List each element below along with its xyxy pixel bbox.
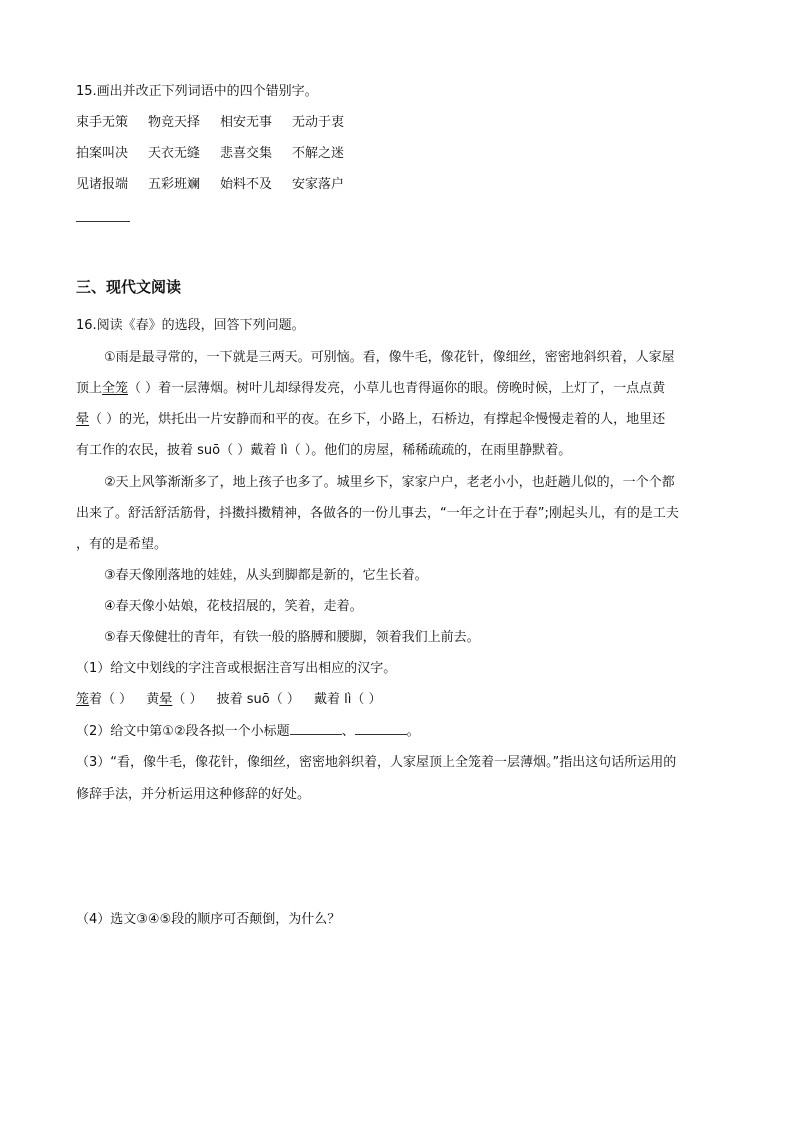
text: （ ）着一层薄烟。树叶儿却绿得发亮，小草儿也青得逼你的眼。傍晚时候，上灯了，一点点黄 — [128, 381, 666, 396]
underlined-word: 晕 — [76, 412, 90, 427]
paragraph-3: ③春天像刚落地的娃娃，从头到脚都是新的，它生长着。 — [104, 568, 428, 583]
underlined-word: 全笼 — [102, 381, 129, 396]
answer-blank[interactable] — [290, 721, 342, 735]
paragraph-1-line-3 — [76, 410, 665, 430]
paragraph-5: ⑤春天像健壮的青年，有铁一般的胳膊和腰脚，领着我们上前去。 — [104, 630, 480, 645]
word: 天衣无缝 — [148, 146, 201, 161]
text: （ ）的光，烘托出一片安静而和平的夜。在乡下，小路上，石桥边，有撑起伞慢慢走着的人，地里还 — [89, 412, 666, 427]
text: （2）给文中第①②段各拟一个小标题 — [76, 724, 290, 739]
answer-slot[interactable]: 戴着 lì（ ） — [313, 692, 382, 707]
word: 拍案叫决 — [76, 146, 129, 161]
text: 黄 — [146, 692, 160, 707]
word: 始料不及 — [220, 177, 273, 192]
paragraph-4: ④春天像小姑娘，花枝招展的，笑着，走着。 — [104, 599, 363, 614]
sub-question-1-items — [76, 690, 381, 710]
paragraph-1-line-4: 有工作的农民，披着 suō（ ）戴着 lì（ ）。他们的房屋，稀稀疏疏的，在雨里静默着。 — [76, 443, 572, 458]
paragraph-1-line-1: ①雨是最寻常的，一下就是三两天。可别恼。看，像牛毛，像花针，像细丝，密密地斜织着，人家屋 — [104, 350, 675, 365]
word: 安家落户 — [292, 177, 345, 192]
word: 不解之迷 — [292, 146, 345, 161]
q15-row-1 — [76, 113, 364, 133]
q15-row-3 — [76, 175, 364, 195]
word: 相安无事 — [220, 115, 273, 130]
paragraph-1-line-2 — [76, 379, 665, 399]
q15-title: 15.画出并改正下列词语中的四个错别字。 — [76, 84, 318, 99]
q15-answer-blank[interactable] — [76, 221, 130, 222]
sub-question-2 — [76, 721, 420, 742]
q16-intro: 16.阅读《春》的选段，回答下列问题。 — [76, 318, 305, 333]
text: 。 — [406, 724, 420, 739]
answer-slot[interactable]: 着（ ） — [89, 692, 133, 707]
sub-question-3-line-2: 修辞手法，并分析运用这种修辞的好处。 — [76, 787, 311, 802]
sub-question-1: （1）给文中划线的字注音或根据注音写出相应的汉字。 — [76, 661, 397, 676]
word: 见诸报端 — [76, 177, 129, 192]
section-title: 三、现代文阅读 — [76, 278, 182, 296]
q15-row-2 — [76, 144, 364, 164]
paragraph-2-line-3: ，有的是希望。 — [76, 537, 168, 552]
word: 悲喜交集 — [220, 146, 273, 161]
paragraph-2-line-1: ②天上风筝渐渐多了，地上孩子也多了。城里乡下，家家户户，老老小小，也赶趟儿似的，一个个都 — [104, 475, 675, 490]
word: 五彩班斓 — [148, 177, 201, 192]
sub-question-4: （4）选文③④⑤段的顺序可否颠倒，为什么？ — [76, 912, 341, 927]
paragraph-2-line-2: 出来了。舒活舒活筋骨，抖擞抖擞精神，各做各的一份儿事去，“一年之计在于春”;刚起头儿，有的是工夫 — [76, 506, 679, 521]
word: 无动于衷 — [292, 115, 345, 130]
underlined-word: 笼 — [76, 692, 90, 707]
underlined-word: 晕 — [159, 692, 173, 707]
word: 束手无策 — [76, 115, 129, 130]
answer-blank[interactable] — [355, 721, 407, 735]
sub-question-3-line-1: （3）“看，像牛毛，像花针，像细丝，密密地斜织着，人家屋顶上全笼着一层薄烟。”指出这句话所运用的 — [76, 755, 677, 770]
answer-slot[interactable]: （ ） — [172, 692, 203, 707]
text: 、 — [341, 724, 355, 739]
text: 顶上 — [76, 381, 103, 396]
answer-slot[interactable]: 披着 suō（ ） — [216, 692, 300, 707]
word: 物竞天择 — [148, 115, 201, 130]
